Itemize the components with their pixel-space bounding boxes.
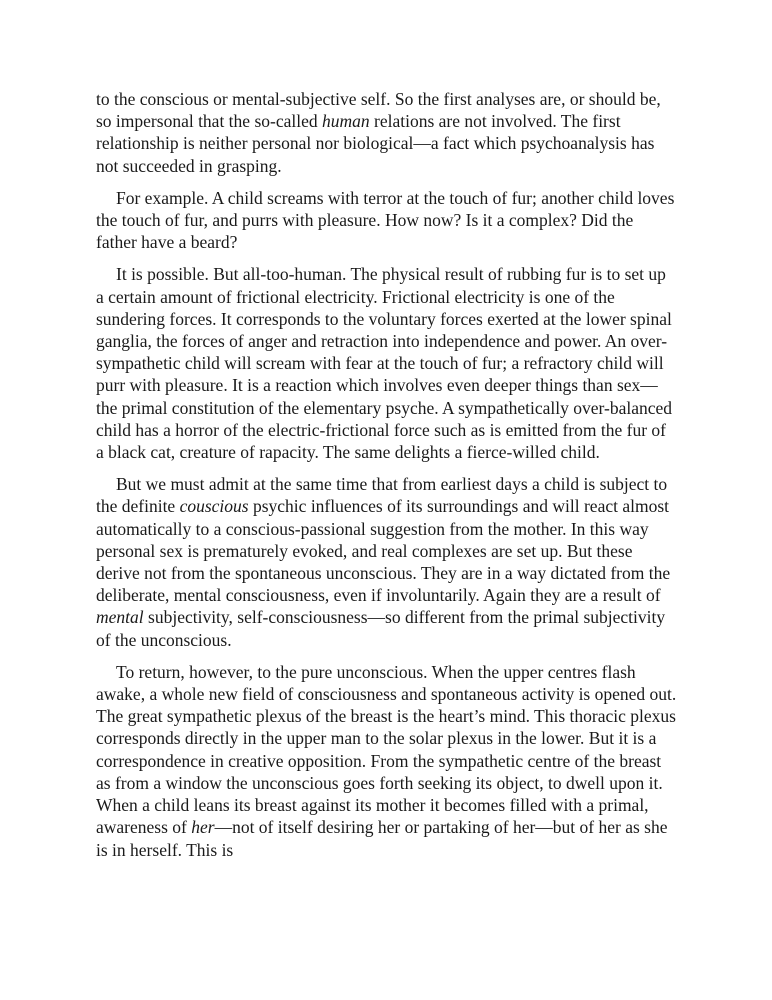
paragraph-4-italic-couscious: couscious <box>179 496 249 517</box>
paragraph-3-text-1: It is possible. But all-too-human. The physical result of rubbing fur is to set up a certain amount of frictional electricity. Frictional electricity is one of the sundering forces. It corresponds to the voluntary forces exerted at the lower spinal ganglia, the forces of anger and retraction into independence and power. An over-sympathetic child will scream with fear at the touch of fur; a refractory child will purr with pleasure. It is a reaction which involves even deeper things than sex—the primal constitution of the elementary psyche. A sympathetically over-balanced child has a horror of the electric-frictional force such as is emitted from the fur of a black cat, creature of rapacity. The same delights a fierce-willed child. <box>96 264 672 463</box>
paragraph-4-text-3: subjectivity, self-consciousness—so different from the primal subjectivity of the unconscious. <box>96 607 666 650</box>
paragraph-2 <box>96 187 678 254</box>
paragraph-3 <box>96 263 678 463</box>
paragraph-1-italic-human: human <box>321 111 370 132</box>
paragraph-5 <box>96 661 678 861</box>
paragraph-1 <box>96 88 678 177</box>
paragraph-4 <box>96 473 678 651</box>
paragraph-4-italic-mental: mental <box>96 607 144 628</box>
paragraph-5-text-1: To return, however, to the pure unconscious. When the upper centres flash awake, a whole new field of consciousness and spontaneous activity is opened out. The great sympathetic plexus of the breast is the heart’s mind. This thoracic plexus corresponds directly in the upper man to the solar plexus in the lower. But it is a correspondence in creative opposition. From the sympathetic centre of the breast as from a window the unconscious goes forth seeking its object, to dwell upon it. When a child leans its breast against its mother it becomes filled with a primal, awareness of <box>96 661 677 838</box>
paragraph-4-text-1: But we must admit at the same time that from earliest days a child is subject to the definite <box>96 474 668 517</box>
paragraph-1-text-1: to the conscious or mental-subjective self. So the first analyses are, or should be, so impersonal that the so-called <box>96 89 661 132</box>
paragraph-5-text-2: —not of itself desiring her or partaking of her—but of her as she is in herself. This is <box>96 817 668 860</box>
paragraph-1-text-2: relations are not involved. The first relationship is neither personal nor biological—a fact which psychoanalysis has not succeeded in grasping. <box>96 111 655 176</box>
paragraph-4-text-2: psychic influences of its surroundings and will react almost automatically to a conscious-passional suggestion from the mother. In this way personal sex is prematurely evoked, and real complexes are set up. But these derive not from the spontaneous unconscious. They are in a way dictated from the deliberate, mental consciousness, even if involuntarily. Again they are a result of <box>96 496 671 606</box>
paragraph-2-text-1: For example. A child screams with terror at the touch of fur; another child loves the touch of fur, and purrs with pleasure. How now? Is it a complex? Did the father have a beard? <box>96 187 675 253</box>
document-page <box>96 88 678 871</box>
paragraph-5-italic-her: her <box>191 817 215 838</box>
